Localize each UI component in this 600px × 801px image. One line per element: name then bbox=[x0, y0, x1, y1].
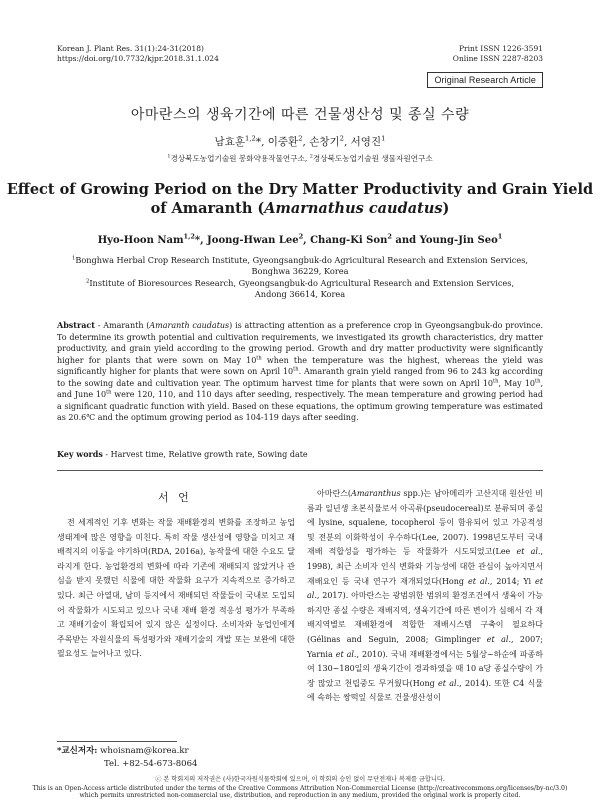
authors-korean: 남효훈$^{1,2}$*, 이중환$^2$, 손창기$^2$, 서영진$^1$ bbox=[214, 134, 386, 148]
abstract: Abstract - Amaranth (Amaranth caudatus) is attracting attention as a preference crop in Gyeongsangbuk-do province. To determine its growth potential and cultivation requirements, we investigated its growth characteristics, dry matter productivity, and grain yield according to the growing period. Growth and dry matter productivity were significantly higher for plants that were sown on May 10th when the temperature was the highest, whereas the yield was significantly higher for plants that were sown on April 10th. Amaranth grain yield ranged from 96 to 243 kg according to the sowing date and cultivation year. The optimum harvest time for plants that were sown on April 10th, May 10th, and June 10th were 120, 110, and 110 days after seeding, respectively. The mean temperature and growing period had a significant quadratic function with yield. Based on these equations, the optimum growing temperature was estimated as 20.6℃ and the optimum growing period as 104-119 days after seeding. bbox=[57, 320, 544, 422]
doi-link[interactable]: https://doi.org/10.7732/kjpr.2018.31.1.024 bbox=[57, 54, 219, 63]
article-type-badge: Original Research Article bbox=[427, 72, 543, 88]
title-korean: 아마란스의 생육기간에 따른 건물생산성 및 종실 수량 bbox=[130, 107, 470, 123]
title-english-line2: of Amaranth (Amarnathus caudatus) bbox=[150, 200, 450, 217]
affiliations-korean: $^1$경상북도농업기술원 봉화약용작물연구소, $^2$경상북도농업기술원 생물자원연구소 bbox=[167, 153, 433, 163]
corresponding-author bbox=[57, 745, 197, 771]
authors-english: Hyo-Hoon Nam$^{1,2}$*, Joong-Hwan Lee$^2$, Chang-Ki Son$^2$ and Young-Jin Seo$^1$ bbox=[97, 232, 503, 246]
affiliation-1: $^1$Bonghwa Herbal Crop Research Institute, Gyeongsangbuk-do Agricultural Research and Extension Services, Bonghwa 36229, Korea bbox=[71, 255, 529, 276]
keywords: Key words - Harvest time, Relative growth rate, Sowing date bbox=[57, 449, 308, 459]
corresponding-email[interactable]: whoisnam@korea.kr bbox=[100, 746, 189, 756]
intro-right-column: 아마란스(Amaranthus spp.)는 남아메리카 고산지대 원산인 비름과 일년생 초본식물로서 아곡류(pseudocereal)로 분류되며 종실에 lysine, squalene, tocopherol 등이 함유되어 있고 가공적성 및 전분의 이화학성이 우수하다(Lee, 2007). 1998년도부터 국내 재배 적합성을 평가하는 등 작물화가 시도되었고(Lee et al., 1998), 최근 소비자 인식 변화와 기능성에 대한 관심이 높아지면서 재배요인 등 국내 연구가 재개되었다(Hong et al., 2014; Yi et al., 2017). 아마란스는 광범위한 범위의 환경조건에서 생육이 가능하지만 종실 수량은 재배지역, 생육기간에 따른 변이가 심해서 각 재배지역별로 재배환경에 적합한 재배시스템 구축이 필요하다(Gélinas and Seguin, 2008; Gimplinger et al., 2007; Yarnia et al., 2010). 국내 재배환경에서는 5월상~하순에 파종하여 130~180일의 생육기간이 경과하였을 때 10 a당 종실수량이 가장 많았고 천립중도 무거웠다(Hong et al., 2014). 또한 C4 식물에 속하는 쌍떡잎 식물로 건물생산성이 bbox=[307, 489, 544, 703]
intro-left-column: 전 세계적인 기후 변화는 작물 재배환경의 변화를 조장하고 농업생태계에 많은 영향을 미친다. 특히 작물 생산성에 영향을 미치고 재배적지의 이동을 야기하며(RDA, 2016a), 농작물에 대한 수요도 달라지게 한다. 농업환경의 변화에 따라 기존에 재배되지 않았거나 관심을 받지 못했던 식물에 대한 작물화 요구가 지속적으로 증가하고 있다. 최근 아열대, 남미 등지에서 재배되던 작물들이 국내로 도입되어 작물화가 시도되고 있으나 국내 재배 환경 적응성 평가가 부족하고 재배기술이 확립되어 있지 않은 실정이다. 소비자와 농업인에게 주목받는 자원식물의 특성평가와 재배기술의 개발 또는 보완에 대한 필요성도 늘어나고 있다. bbox=[57, 518, 295, 659]
print-issn: Print ISSN 1226-3591 bbox=[458, 44, 543, 53]
license-line1: This is an Open-Access article distributed under the terms of the Creative Commons Attribution Non-Commercial License (http://creativecommons.org/licenses/by-nc/3.0) bbox=[32, 785, 568, 792]
section-heading-intro: 서 언 bbox=[158, 491, 192, 504]
online-issn: Online ISSN 2287-8203 bbox=[452, 54, 543, 63]
divider bbox=[57, 470, 543, 471]
title-english-line1: Effect of Growing Period on the Dry Matter Productivity and Grain Yield bbox=[6, 181, 594, 198]
corresponding-tel: Tel. +82-54-673-8064 bbox=[104, 759, 198, 769]
affiliation-2: $^2$Institute of Bioresources Research, Gyeongsangbuk-do Agricultural Research and Extension Services, Andong 36614, Korea bbox=[85, 278, 515, 299]
license-line2: which permits unrestricted non-commercial use, distribution, and reproduction in any medium, provided the original work is properly cited. bbox=[79, 792, 521, 799]
corresponding-label: *교신저자: bbox=[57, 746, 98, 756]
copyright-notice: ⓒ 본 학회지의 저작권은 (사)한국자원식물학회에 있으며, 이 학회의 승인 없이 무단전재나 복제를 금합니다. bbox=[155, 776, 445, 783]
footnote-rule bbox=[57, 741, 177, 742]
journal-citation: Korean J. Plant Res. 31(1):24-31(2018) bbox=[57, 44, 204, 53]
